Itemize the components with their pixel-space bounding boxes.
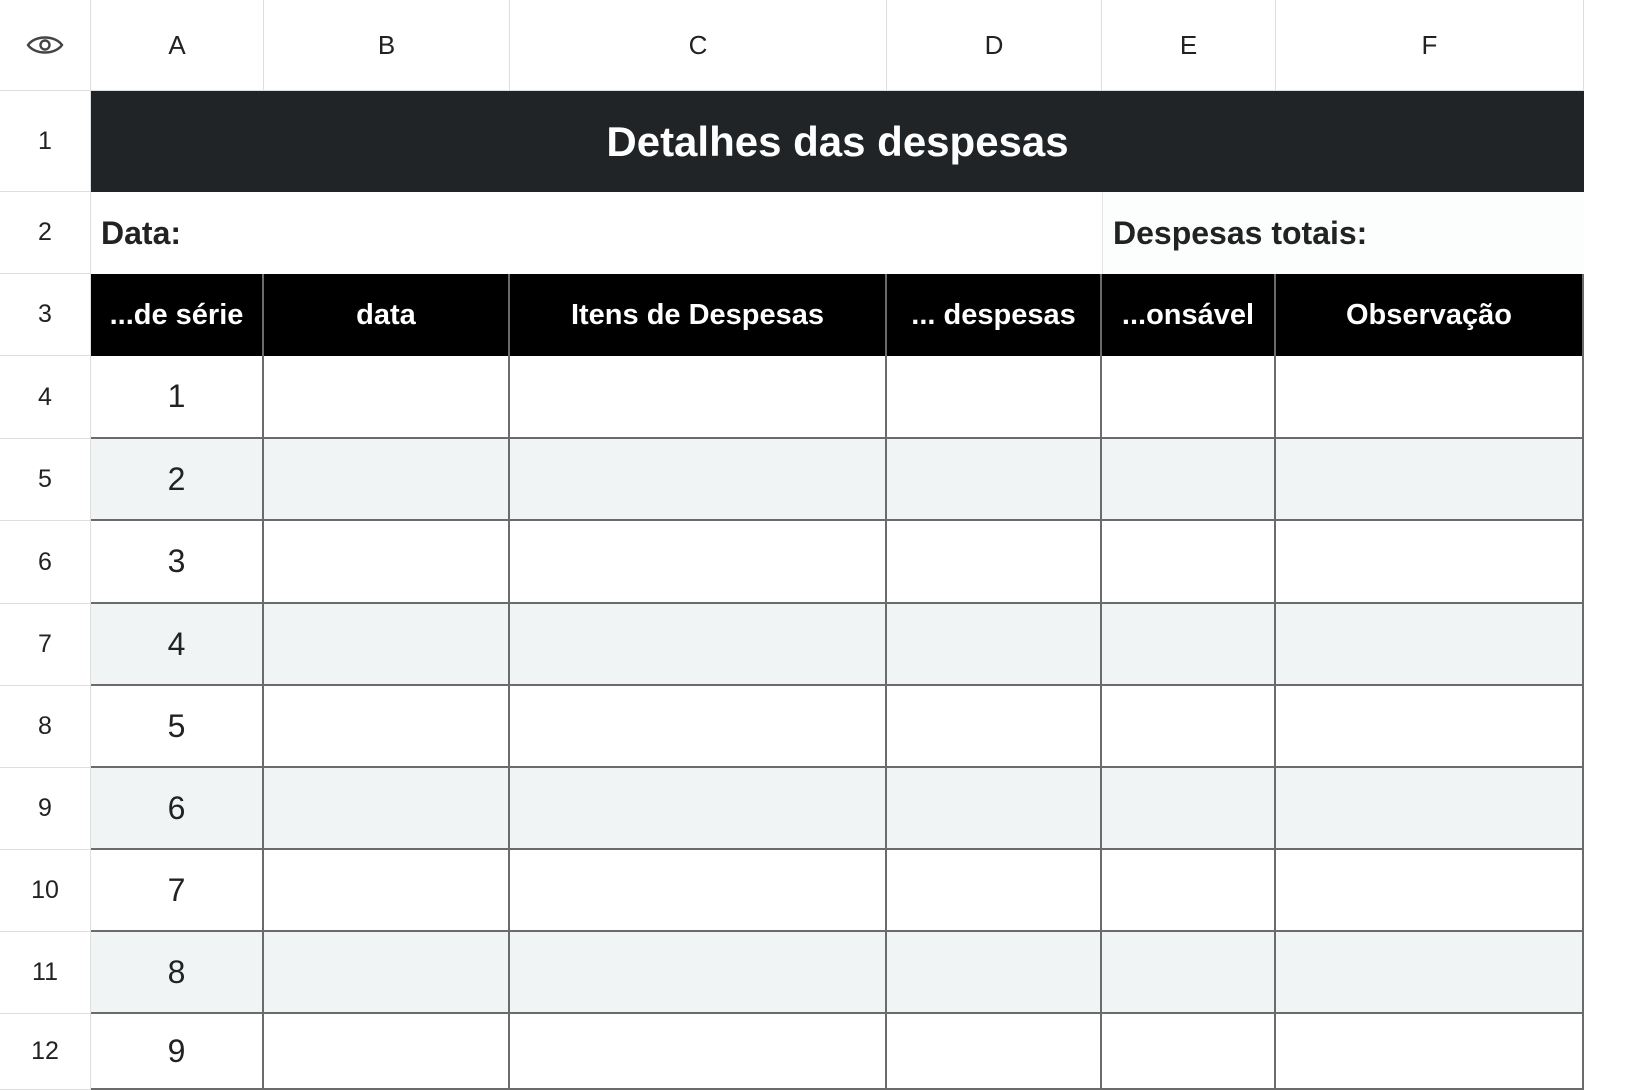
row-header-6[interactable]: 6 (0, 521, 91, 604)
table-cell[interactable] (264, 521, 510, 604)
table-cell[interactable] (1102, 356, 1276, 439)
table-cell[interactable] (510, 521, 887, 604)
table-cell[interactable] (1276, 1014, 1584, 1090)
table-cell[interactable] (887, 521, 1102, 604)
table-cell[interactable] (510, 686, 887, 768)
table-cell[interactable] (510, 768, 887, 850)
table-cell[interactable] (887, 604, 1102, 686)
column-header-f[interactable]: F (1276, 0, 1584, 91)
row-header-5[interactable]: 5 (0, 439, 91, 521)
row-header-10[interactable]: 10 (0, 850, 91, 932)
column-header-a[interactable]: A (91, 0, 264, 91)
row-header-8[interactable]: 8 (0, 686, 91, 768)
eye-icon[interactable] (26, 33, 64, 57)
column-header-b[interactable]: B (264, 0, 510, 91)
table-cell[interactable] (1276, 932, 1584, 1014)
table-cell[interactable] (264, 356, 510, 439)
table-header-b[interactable]: data (264, 274, 510, 356)
table-cell[interactable] (264, 1014, 510, 1090)
column-header-d[interactable]: D (887, 0, 1102, 91)
table-cell[interactable] (1102, 686, 1276, 768)
table-header-e[interactable]: ...onsável (1102, 274, 1276, 356)
row-header-9[interactable]: 9 (0, 768, 91, 850)
table-header-f[interactable]: Observação (1276, 274, 1584, 356)
table-cell[interactable] (264, 604, 510, 686)
serial-number-cell[interactable]: 4 (91, 604, 264, 686)
column-header-c[interactable]: C (510, 0, 887, 91)
serial-number-cell[interactable]: 6 (91, 768, 264, 850)
row-header-2[interactable]: 2 (0, 192, 91, 274)
table-cell[interactable] (887, 850, 1102, 932)
serial-number-cell[interactable]: 9 (91, 1014, 264, 1090)
serial-number-cell[interactable]: 7 (91, 850, 264, 932)
table-cell[interactable] (1276, 850, 1584, 932)
row-header-12[interactable]: 12 (0, 1014, 91, 1090)
table-cell[interactable] (887, 932, 1102, 1014)
table-cell[interactable] (510, 356, 887, 439)
row-header-11[interactable]: 11 (0, 932, 91, 1014)
table-cell[interactable] (1276, 521, 1584, 604)
total-expenses-label[interactable]: Despesas totais: (1102, 192, 1584, 274)
sheet-title[interactable]: Detalhes das despesas (91, 91, 1584, 192)
row-header-3[interactable]: 3 (0, 274, 91, 356)
table-header-a[interactable]: ...de série (91, 274, 264, 356)
table-cell[interactable] (264, 932, 510, 1014)
table-cell[interactable] (1102, 850, 1276, 932)
table-cell[interactable] (1102, 768, 1276, 850)
table-cell[interactable] (510, 604, 887, 686)
table-header-c[interactable]: Itens de Despesas (510, 274, 887, 356)
serial-number-cell[interactable]: 1 (91, 356, 264, 439)
row-header-4[interactable]: 4 (0, 356, 91, 439)
table-cell[interactable] (1102, 1014, 1276, 1090)
table-cell[interactable] (1276, 439, 1584, 521)
table-cell[interactable] (1276, 604, 1584, 686)
table-cell[interactable] (887, 356, 1102, 439)
table-cell[interactable] (264, 686, 510, 768)
table-cell[interactable] (264, 768, 510, 850)
date-label[interactable]: Data: (91, 192, 1102, 274)
table-cell[interactable] (510, 1014, 887, 1090)
table-cell[interactable] (510, 439, 887, 521)
table-cell[interactable] (1102, 604, 1276, 686)
table-cell[interactable] (1102, 932, 1276, 1014)
row-header-1[interactable]: 1 (0, 91, 91, 192)
table-cell[interactable] (1276, 768, 1584, 850)
table-cell[interactable] (1276, 356, 1584, 439)
serial-number-cell[interactable]: 5 (91, 686, 264, 768)
serial-number-cell[interactable]: 8 (91, 932, 264, 1014)
table-cell[interactable] (264, 439, 510, 521)
table-cell[interactable] (887, 768, 1102, 850)
table-cell[interactable] (1276, 686, 1584, 768)
table-cell[interactable] (1102, 521, 1276, 604)
column-header-e[interactable]: E (1102, 0, 1276, 91)
table-cell[interactable] (887, 439, 1102, 521)
serial-number-cell[interactable]: 3 (91, 521, 264, 604)
table-cell[interactable] (887, 1014, 1102, 1090)
table-cell[interactable] (510, 850, 887, 932)
table-cell[interactable] (510, 932, 887, 1014)
table-header-d[interactable]: ... despesas (887, 274, 1102, 356)
serial-number-cell[interactable]: 2 (91, 439, 264, 521)
select-all-corner[interactable] (0, 0, 91, 91)
table-cell[interactable] (1102, 439, 1276, 521)
table-cell[interactable] (264, 850, 510, 932)
table-cell[interactable] (887, 686, 1102, 768)
row-header-7[interactable]: 7 (0, 604, 91, 686)
